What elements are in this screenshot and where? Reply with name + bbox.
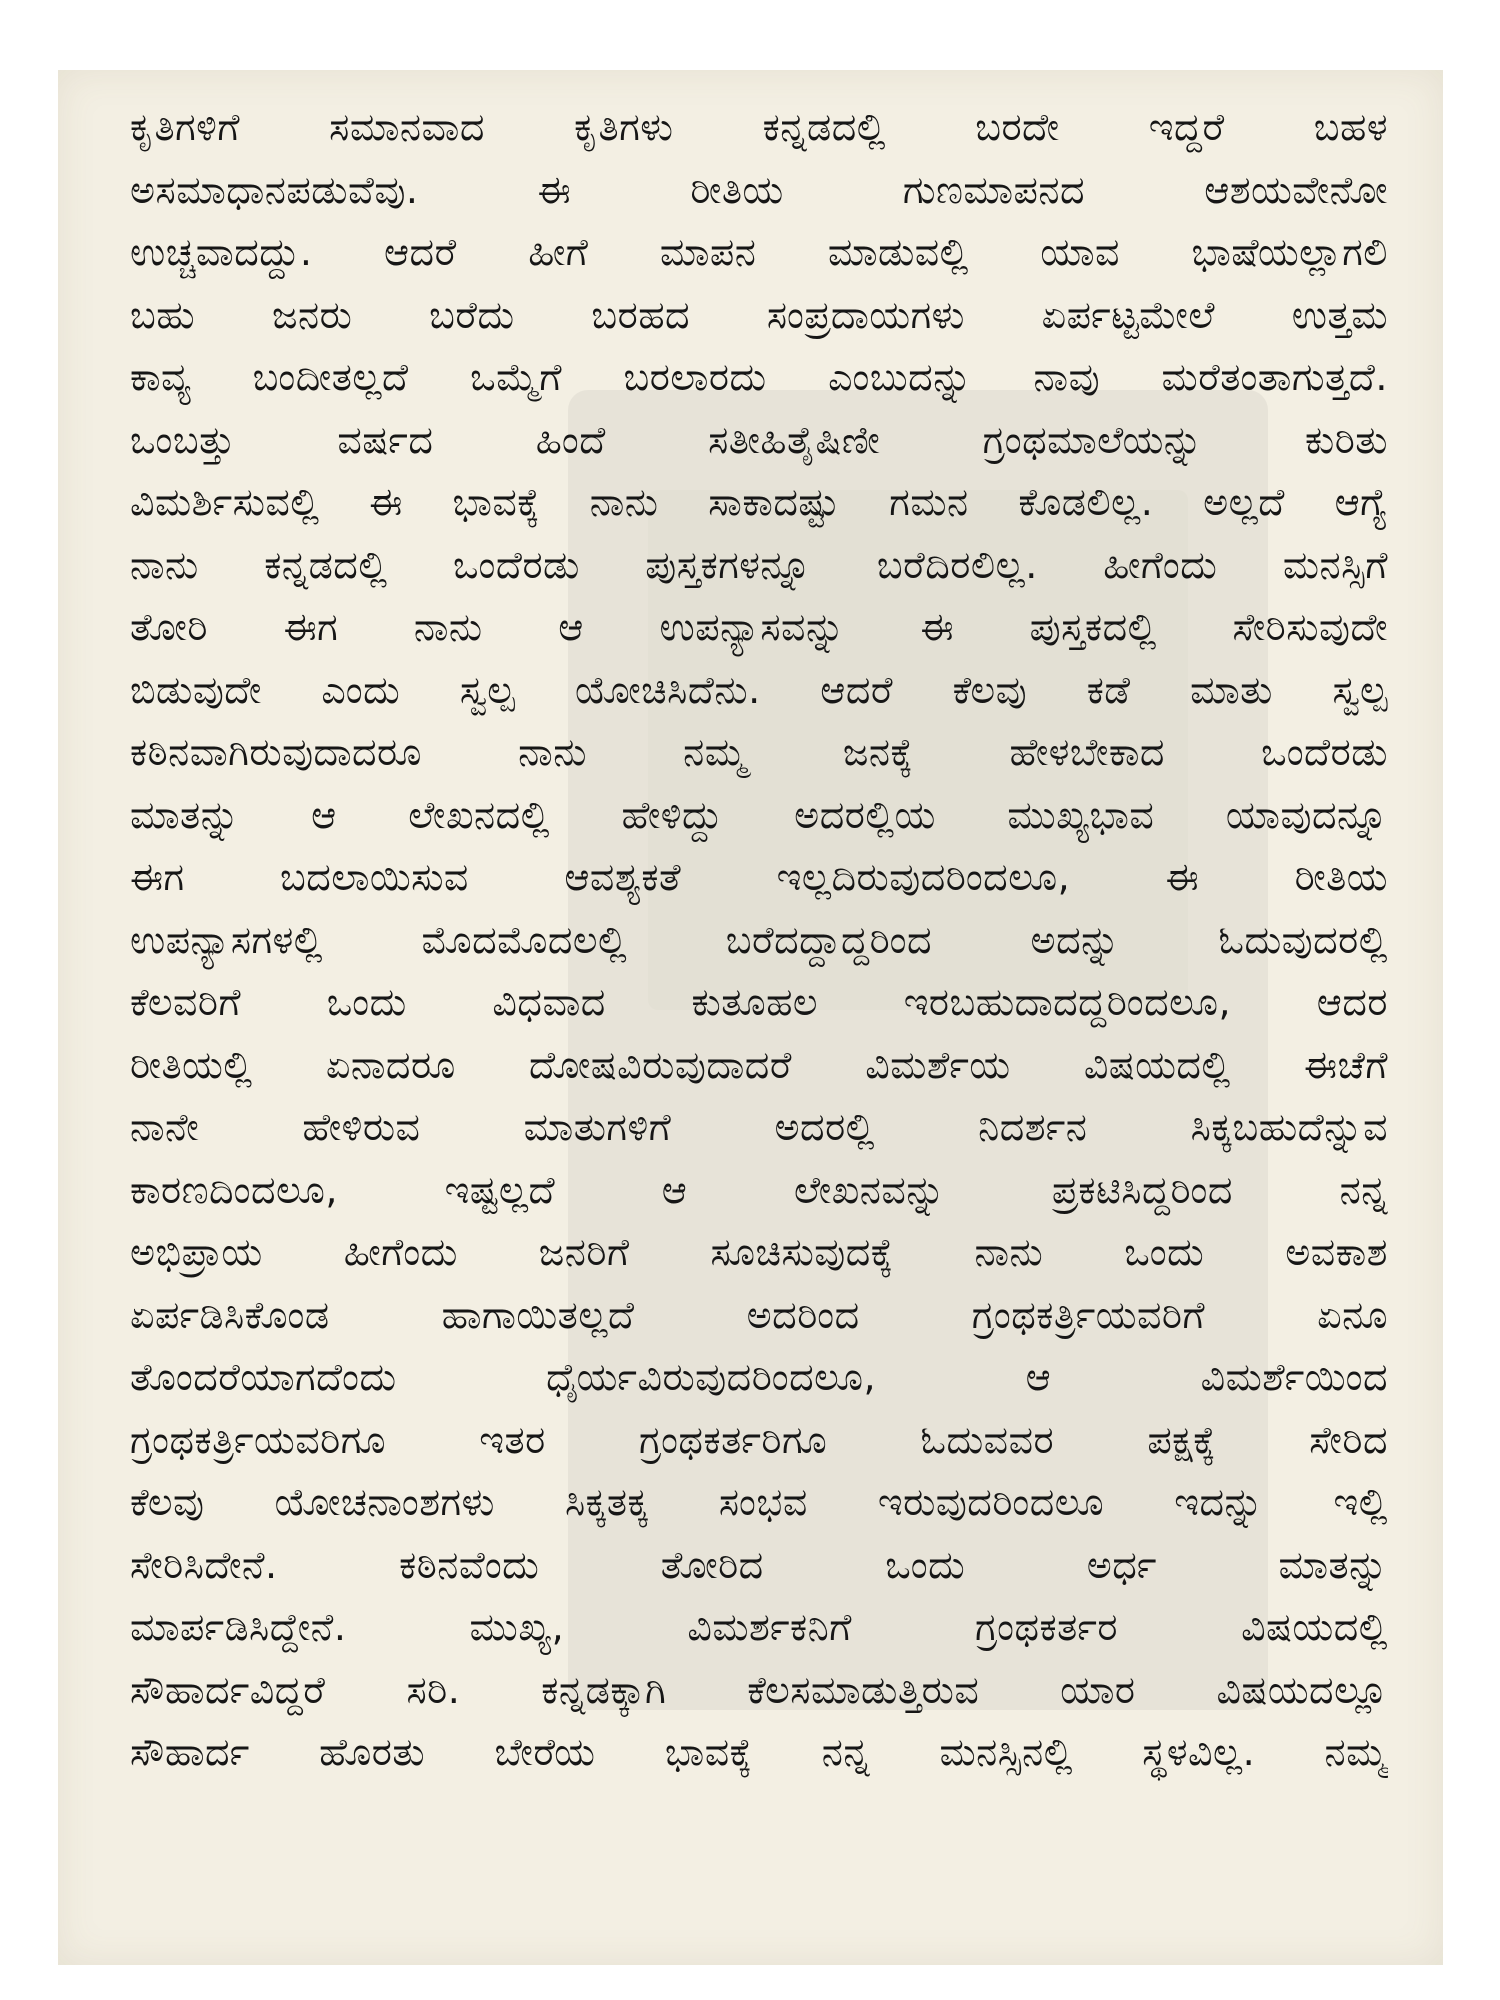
text-line: ಸೌಹಾರ್ದವಿದ್ದರೆ ಸರಿ. ಕನ್ನಡಕ್ಕಾಗಿ ಕೆಲಸಮಾಡುತ್ತಿರುವ ಯಾರ ವಿಷಯದಲ್ಲೂ [130, 1667, 1388, 1712]
text-line: ತೋರಿ ಈಗ ನಾನು ಆ ಉಪನ್ಯಾಸವನ್ನು ಈ ಪುಸ್ತಕದಲ್ಲಿ ಸೇರಿಸುವುದೇ [130, 605, 1388, 649]
body-text [130, 96, 1388, 1784]
text-line: ಕೆಲವು ಯೋಚನಾಂಶಗಳು ಸಿಕ್ಕತಕ್ಕ ಸಂಭವ ಇರುವುದರಿಂದಲೂ ಇದನ್ನು ಇಲ್ಲಿ [130, 1480, 1388, 1524]
text-line: ರೀತಿಯಲ್ಲಿ ಏನಾದರೂ ದೋಷವಿರುವುದಾದರೆ ವಿಮರ್ಶೆಯ ವಿಷಯದಲ್ಲಿ ಈಚೆಗೆ [130, 1042, 1388, 1087]
text-line: ಮಾರ್ಪಡಿಸಿದ್ದೇನೆ. ಮುಖ್ಯ, ವಿಮರ್ಶಕನಿಗೆ ಗ್ರಂಥಕರ್ತರ ವಿಷಯದಲ್ಲಿ [130, 1605, 1388, 1649]
text-line: ಕಠಿನವಾಗಿರುವುದಾದರೂ ನಾನು ನಮ್ಮ ಜನಕ್ಕೆ ಹೇಳಬೇಕಾದ ಒಂದೆರಡು [130, 730, 1388, 774]
text-line: ಅಭಿಪ್ರಾಯ ಹೀಗೆಂದು ಜನರಿಗೆ ಸೂಚಿಸುವುದಕ್ಕೆ ನಾನು ಒಂದು ಅವಕಾಶ [130, 1230, 1388, 1274]
text-line: ತೊಂದರೆಯಾಗದೆಂದು ಧೈರ್ಯವಿರುವುದರಿಂದಲೂ, ಆ ವಿಮರ್ಶೆಯಿಂದ [130, 1355, 1388, 1399]
text-line: ವಿಮರ್ಶಿಸುವಲ್ಲಿ ಈ ಭಾವಕ್ಕೆ ನಾನು ಸಾಕಾದಷ್ಟು ಗಮನ ಕೊಡಲಿಲ್ಲ. ಅಲ್ಲದೆ ಆಗ್ಯೆ [130, 480, 1388, 524]
text-line: ನಾನೇ ಹೇಳಿರುವ ಮಾತುಗಳಿಗೆ ಅದರಲ್ಲಿ ನಿದರ್ಶನ ಸಿಕ್ಕಬಹುದೆನ್ನುವ [130, 1105, 1388, 1149]
text-line: ಈಗ ಬದಲಾಯಿಸುವ ಆವಶ್ಯಕತೆ ಇಲ್ಲದಿರುವುದರಿಂದಲೂ, ಈ ರೀತಿಯ [130, 855, 1388, 899]
text-line: ಒಂಬತ್ತು ವರ್ಷದ ಹಿಂದೆ ಸತೀಹಿತೈಷಿಣೀ ಗ್ರಂಥಮಾಲೆಯನ್ನು ಕುರಿತು [130, 417, 1388, 462]
text-line: ಬಹು ಜನರು ಬರೆದು ಬರಹದ ಸಂಪ್ರದಾಯಗಳು ಏರ್ಪಟ್ಟಮೇಲೆ ಉತ್ತಮ [130, 292, 1388, 337]
text-line: ಬಿಡುವುದೇ ಎಂದು ಸ್ವಲ್ಪ ಯೋಚಿಸಿದೆನು. ಆದರೆ ಕೆಲವು ಕಡೆ ಮಾತು ಸ್ವಲ್ಪ [130, 667, 1388, 712]
text-line: ಅಸಮಾಧಾನಪಡುವೆವು. ಈ ರೀತಿಯ ಗುಣಮಾಪನದ ಆಶಯವೇನೋ [130, 167, 1388, 212]
text-line: ಸೌಹಾರ್ದ ಹೊರತು ಬೇರೆಯ ಭಾವಕ್ಕೆ ನನ್ನ ಮನಸ್ಸಿನಲ್ಲಿ ಸ್ಥಳವಿಲ್ಲ. ನಮ್ಮ [130, 1730, 1388, 1774]
text-line: ನಾನು ಕನ್ನಡದಲ್ಲಿ ಒಂದೆರಡು ಪುಸ್ತಕಗಳನ್ನೂ ಬರೆದಿರಲಿಲ್ಲ. ಹೀಗೆಂದು ಮನಸ್ಸಿಗೆ [130, 542, 1388, 587]
text-line: ಮಾತನ್ನು ಆ ಲೇಖನದಲ್ಲಿ ಹೇಳಿದ್ದು ಅದರಲ್ಲಿಯ ಮುಖ್ಯಭಾವ ಯಾವುದನ್ನೂ [130, 792, 1388, 837]
scanned-page [58, 70, 1443, 1965]
text-line: ಏರ್ಪಡಿಸಿಕೊಂಡ ಹಾಗಾಯಿತಲ್ಲದೆ ಅದರಿಂದ ಗ್ರಂಥಕರ್ತ್ರಿಯವರಿಗೆ ಏನೂ [130, 1292, 1388, 1337]
text-line: ಉಚ್ಚವಾದದ್ದು. ಆದರೆ ಹೀಗೆ ಮಾಪನ ಮಾಡುವಲ್ಲಿ ಯಾವ ಭಾಷೆಯಲ್ಲಾಗಲಿ [130, 230, 1388, 274]
text-line: ಕಾರಣದಿಂದಲೂ, ಇಷ್ಟಲ್ಲದೆ ಆ ಲೇಖನವನ್ನು ಪ್ರಕಟಿಸಿದ್ದರಿಂದ ನನ್ನ [130, 1167, 1388, 1212]
text-line: ಕೃತಿಗಳಿಗೆ ಸಮಾನವಾದ ಕೃತಿಗಳು ಕನ್ನಡದಲ್ಲಿ ಬರದೇ ಇದ್ದರೆ ಬಹಳ [130, 105, 1388, 149]
text-line: ಕಾವ್ಯ ಬಂದೀತಲ್ಲದೆ ಒಮ್ಮೆಗೆ ಬರಲಾರದು ಎಂಬುದನ್ನು ನಾವು ಮರೆತಂತಾಗುತ್ತದೆ. [130, 355, 1388, 399]
text-line: ಸೇರಿಸಿದೇನೆ. ಕಠಿನವೆಂದು ತೋರಿದ ಒಂದು ಅರ್ಧ ಮಾತನ್ನು [130, 1542, 1388, 1587]
text-line: ಕೆಲವರಿಗೆ ಒಂದು ವಿಧವಾದ ಕುತೂಹಲ ಇರಬಹುದಾದದ್ದರಿಂದಲೂ, ಆದರ [130, 980, 1388, 1024]
text-line: ಉಪನ್ಯಾಸಗಳಲ್ಲಿ ಮೊದಮೊದಲಲ್ಲಿ ಬರೆದದ್ದಾದ್ದರಿಂದ ಅದನ್ನು ಓದುವುದರಲ್ಲಿ [130, 917, 1388, 962]
text-line: ಗ್ರಂಥಕರ್ತ್ರಿಯವರಿಗೂ ಇತರ ಗ್ರಂಥಕರ್ತರಿಗೂ ಓದುವವರ ಪಕ್ಷಕ್ಕೆ ಸೇರಿದ [130, 1417, 1388, 1462]
